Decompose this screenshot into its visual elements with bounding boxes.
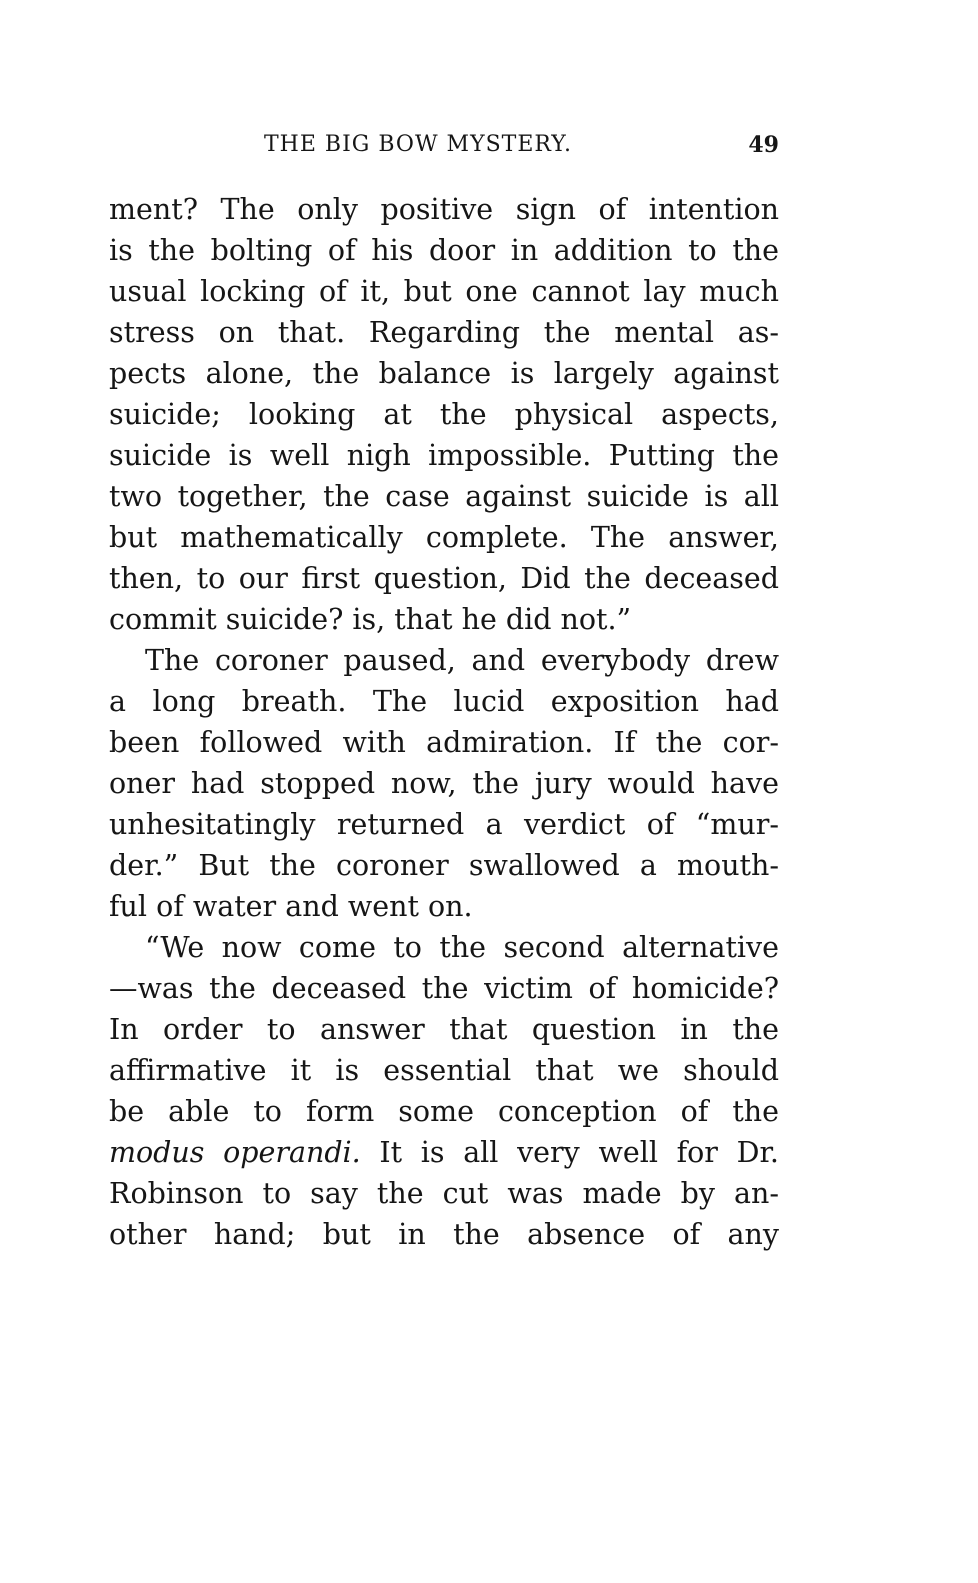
paragraph-end-line: commit suicide? is, that he did not.”: [109, 603, 632, 636]
text-line: but mathematically complete. The answer,: [109, 521, 779, 554]
paragraph-start-line: “We now come to the second alternative: [145, 931, 779, 964]
text-line: two together, the case against suicide is all: [109, 480, 779, 513]
text-line: is the bolting of his door in addition to the: [109, 234, 779, 267]
page-number: 49: [748, 132, 779, 158]
text-line: been followed with admiration. If the cor-: [109, 726, 779, 759]
text-line: oner had stopped now, the jury would have: [109, 767, 779, 800]
text-line: usual locking of it, but one cannot lay much: [109, 275, 779, 308]
text-line: —was the deceased the victim of homicide?: [109, 972, 779, 1005]
text-line: a long breath. The lucid exposition had: [109, 685, 779, 718]
latin-phrase: modus operandi.: [109, 1136, 361, 1169]
paragraph-end-line: ful of water and went on.: [109, 890, 473, 923]
text-line: In order to answer that question in the: [109, 1013, 779, 1046]
text-line: Robinson to say the cut was made by an-: [109, 1177, 779, 1210]
text-line: der.” But the coroner swallowed a mouth-: [109, 849, 779, 882]
text-line: suicide is well nigh impossible. Putting the: [109, 439, 779, 472]
running-head: [109, 132, 779, 166]
text-line: stress on that. Regarding the mental as-: [109, 316, 779, 349]
text-line: unhesitatingly returned a verdict of “mur-: [109, 808, 779, 841]
text-line: [109, 1132, 779, 1173]
running-title: THE BIG BOW MYSTERY.: [264, 132, 572, 157]
body-text: [109, 189, 779, 1255]
text-line: pects alone, the balance is largely against: [109, 357, 779, 390]
text-fragment: It is all very well for Dr.: [379, 1136, 779, 1169]
text-line: be able to form some conception of the: [109, 1095, 779, 1128]
text-line: suicide; looking at the physical aspects,: [109, 398, 779, 431]
text-line: ment? The only positive sign of intention: [109, 193, 779, 226]
text-line: then, to our first question, Did the deceased: [109, 562, 779, 595]
paragraph-start-line: The coroner paused, and everybody drew: [145, 644, 779, 677]
text-line: affirmative it is essential that we should: [109, 1054, 779, 1087]
text-line: other hand; but in the absence of any: [109, 1218, 779, 1251]
